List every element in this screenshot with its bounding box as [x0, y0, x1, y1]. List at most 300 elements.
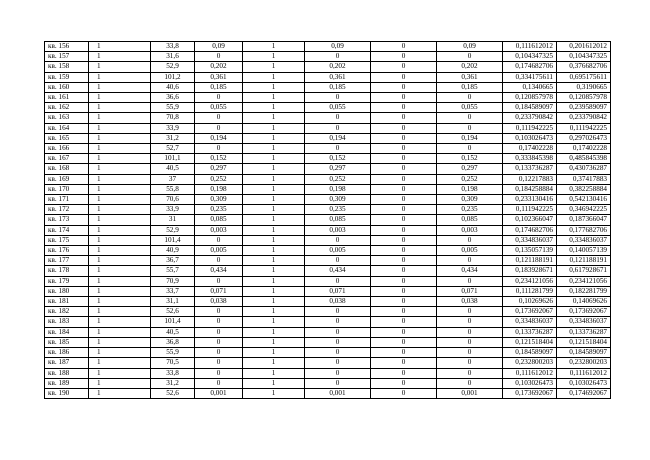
table-cell: 0,382258884 [557, 184, 611, 194]
table-row [45, 348, 611, 358]
table-cell: 0 [305, 327, 371, 337]
table-cell: 0,198 [305, 184, 371, 194]
apartment-label-cell: кв. 171 [45, 195, 89, 205]
table-row [45, 93, 611, 103]
table-cell: 0 [437, 378, 503, 388]
table-cell: 0 [371, 317, 437, 327]
table-cell: 36,8 [151, 337, 195, 347]
table-cell: 0,038 [195, 297, 243, 307]
table-cell: 1 [89, 317, 151, 327]
table-cell: 1 [89, 215, 151, 225]
table-row [45, 113, 611, 123]
table-row [45, 62, 611, 72]
table-cell: 0 [371, 113, 437, 123]
table-cell: 1 [243, 62, 305, 72]
table-cell: 0,071 [437, 286, 503, 296]
table-row [45, 246, 611, 256]
table-cell: 0 [437, 235, 503, 245]
table-cell: 0,104347325 [557, 52, 611, 62]
table-cell: 0,201612012 [557, 42, 611, 52]
apartment-label-cell: кв. 160 [45, 82, 89, 92]
table-cell: 0,173692067 [503, 388, 557, 398]
table-cell: 1 [89, 368, 151, 378]
table-cell: 1 [89, 297, 151, 307]
table-cell: 31,2 [151, 133, 195, 143]
table-cell: 1 [243, 103, 305, 113]
table-cell: 0 [305, 276, 371, 286]
table-cell: 1 [89, 286, 151, 296]
table-cell: 1 [89, 348, 151, 358]
table-cell: 0,430736287 [557, 164, 611, 174]
table-cell: 0,235 [195, 205, 243, 215]
table-cell: 0,111612012 [503, 42, 557, 52]
table-cell: 1 [89, 164, 151, 174]
table-cell: 1 [243, 317, 305, 327]
table-cell: 1 [243, 235, 305, 245]
table-cell: 0,194 [195, 133, 243, 143]
table-cell: 0,309 [195, 195, 243, 205]
table-cell: 33,7 [151, 286, 195, 296]
apartment-label-cell: кв. 178 [45, 266, 89, 276]
table-row [45, 388, 611, 398]
table-cell: 1 [243, 205, 305, 215]
table-cell: 0,152 [195, 154, 243, 164]
table-cell: 0,376682706 [557, 62, 611, 72]
table-row [45, 368, 611, 378]
table-cell: 0,184258884 [503, 184, 557, 194]
table-cell: 33,8 [151, 42, 195, 52]
table-cell: 1 [243, 307, 305, 317]
table-cell: 1 [89, 72, 151, 82]
table-row [45, 42, 611, 52]
table-cell: 0,232800203 [557, 358, 611, 368]
table-cell: 0,309 [305, 195, 371, 205]
table-cell: 0,233130416 [503, 195, 557, 205]
table-cell: 101,4 [151, 235, 195, 245]
table-cell: 1 [89, 123, 151, 133]
table-cell: 0,361 [437, 72, 503, 82]
table-cell: 0,297 [437, 164, 503, 174]
table-cell: 1 [89, 246, 151, 256]
table-cell: 0,297026473 [557, 133, 611, 143]
table-cell: 0,085 [437, 215, 503, 225]
table-cell: 0,361 [305, 72, 371, 82]
apartment-label-cell: кв. 157 [45, 52, 89, 62]
table-cell: 1 [243, 358, 305, 368]
apartment-label-cell: кв. 187 [45, 358, 89, 368]
table-cell: 0,111942225 [557, 123, 611, 133]
table-cell: 0,071 [305, 286, 371, 296]
table-cell: 40,5 [151, 164, 195, 174]
table-cell: 52,9 [151, 62, 195, 72]
table-row [45, 297, 611, 307]
table-cell: 0,055 [437, 103, 503, 113]
table-cell: 55,9 [151, 348, 195, 358]
table-cell: 1 [243, 388, 305, 398]
table-cell: 31,6 [151, 52, 195, 62]
apartment-label-cell: кв. 168 [45, 164, 89, 174]
table-cell: 0,233790842 [557, 113, 611, 123]
apartment-label-cell: кв. 156 [45, 42, 89, 52]
table-cell: 0 [437, 368, 503, 378]
table-cell: 1 [89, 378, 151, 388]
table-cell: 0,194 [437, 133, 503, 143]
table-cell: 0,103026473 [503, 133, 557, 143]
table-cell: 70,8 [151, 113, 195, 123]
table-cell: 0 [371, 195, 437, 205]
table-cell: 0 [195, 378, 243, 388]
table-cell: 0 [195, 337, 243, 347]
table-cell: 0,003 [195, 225, 243, 235]
table-cell: 1 [89, 62, 151, 72]
table-cell: 0,001 [195, 388, 243, 398]
table-cell: 0 [371, 174, 437, 184]
table-cell: 0,185 [305, 82, 371, 92]
table-cell: 0,085 [305, 215, 371, 225]
table-cell: 0,174682706 [503, 62, 557, 72]
table-cell: 1 [243, 42, 305, 52]
apartment-label-cell: кв. 167 [45, 154, 89, 164]
table-cell: 0,297 [195, 164, 243, 174]
table-cell: 0,187366047 [557, 215, 611, 225]
table-cell: 0,038 [437, 297, 503, 307]
table-row [45, 358, 611, 368]
apartment-label-cell: кв. 182 [45, 307, 89, 317]
table-cell: 0,185 [437, 82, 503, 92]
table-row [45, 164, 611, 174]
table-cell: 0 [371, 307, 437, 317]
table-cell: 40,9 [151, 246, 195, 256]
table-row [45, 235, 611, 245]
table-cell: 0,182281799 [557, 286, 611, 296]
table-cell: 0 [371, 266, 437, 276]
table-cell: 0 [305, 123, 371, 133]
table-cell: 0,185 [195, 82, 243, 92]
table-cell: 70,9 [151, 276, 195, 286]
table-cell: 0 [437, 307, 503, 317]
table-row [45, 317, 611, 327]
table-cell: 0,252 [195, 174, 243, 184]
apartment-label-cell: кв. 179 [45, 276, 89, 286]
table-cell: 1 [89, 195, 151, 205]
table-row [45, 103, 611, 113]
table-cell: 0,361 [195, 72, 243, 82]
apartment-label-cell: кв. 170 [45, 184, 89, 194]
table-cell: 1 [89, 144, 151, 154]
table-cell: 1 [89, 327, 151, 337]
table-cell: 1 [243, 368, 305, 378]
table-cell: 0,202 [437, 62, 503, 72]
table-cell: 0 [195, 113, 243, 123]
table-cell: 0,121518404 [503, 337, 557, 347]
table-cell: 0,003 [437, 225, 503, 235]
table-cell: 0 [195, 327, 243, 337]
table-cell: 0,133736287 [503, 327, 557, 337]
table-row [45, 184, 611, 194]
table-cell: 0,434 [195, 266, 243, 276]
table-cell: 0,252 [437, 174, 503, 184]
table-cell: 0,135057139 [503, 246, 557, 256]
table-cell: 0 [371, 42, 437, 52]
apartment-label-cell: кв. 159 [45, 72, 89, 82]
apartment-label-cell: кв. 183 [45, 317, 89, 327]
table-cell: 0 [305, 52, 371, 62]
table-cell: 0 [305, 256, 371, 266]
table-cell: 0,37417883 [557, 174, 611, 184]
table-cell: 0,152 [437, 154, 503, 164]
table-cell: 0,09 [195, 42, 243, 52]
table-cell: 1 [243, 72, 305, 82]
table-cell: 52,7 [151, 144, 195, 154]
table-cell: 0 [437, 144, 503, 154]
table-cell: 0,297 [305, 164, 371, 174]
table-cell: 52,6 [151, 388, 195, 398]
apartment-label-cell: кв. 181 [45, 297, 89, 307]
table-cell: 1 [243, 174, 305, 184]
table-cell: 0,111612012 [503, 368, 557, 378]
table-cell: 0 [195, 93, 243, 103]
table-cell: 0,103026473 [557, 378, 611, 388]
table-cell: 0,309 [437, 195, 503, 205]
table-row [45, 123, 611, 133]
table-cell: 0,184589097 [503, 348, 557, 358]
table-cell: 0,177682706 [557, 225, 611, 235]
apartment-label-cell: кв. 189 [45, 378, 89, 388]
table-row [45, 266, 611, 276]
table-cell: 33,9 [151, 123, 195, 133]
table-row [45, 378, 611, 388]
table-cell: 0,17402228 [557, 144, 611, 154]
table-cell: 1 [243, 378, 305, 388]
table-cell: 0,346942225 [557, 205, 611, 215]
table-cell: 0,174692067 [557, 388, 611, 398]
table-cell: 0 [371, 82, 437, 92]
table-cell: 0 [195, 235, 243, 245]
table-cell: 1 [243, 297, 305, 307]
table-cell: 0,1340665 [503, 82, 557, 92]
table-cell: 0,121188191 [557, 256, 611, 266]
table-cell: 0,334836037 [557, 317, 611, 327]
apartment-label-cell: кв. 163 [45, 113, 89, 123]
table-row [45, 205, 611, 215]
table-cell: 55,7 [151, 266, 195, 276]
table-cell: 0,235 [305, 205, 371, 215]
table-cell: 0 [195, 358, 243, 368]
table-cell: 52,6 [151, 307, 195, 317]
table-cell: 0,071 [195, 286, 243, 296]
table-cell: 0,103026473 [503, 378, 557, 388]
table-cell: 0 [305, 235, 371, 245]
table-cell: 0 [371, 368, 437, 378]
table-cell: 36,7 [151, 256, 195, 266]
table-row [45, 174, 611, 184]
table-cell: 0 [437, 348, 503, 358]
table-cell: 0,102366047 [503, 215, 557, 225]
apartment-label-cell: кв. 172 [45, 205, 89, 215]
table-cell: 0,695175611 [557, 72, 611, 82]
table-cell: 1 [89, 133, 151, 143]
apartment-label-cell: кв. 188 [45, 368, 89, 378]
table-cell: 0 [195, 368, 243, 378]
table-cell: 1 [89, 93, 151, 103]
table-cell: 0,239589097 [557, 103, 611, 113]
table-cell: 0 [371, 133, 437, 143]
table-cell: 0,174682706 [503, 225, 557, 235]
table-cell: 0 [371, 123, 437, 133]
table-row [45, 133, 611, 143]
table-cell: 0 [437, 337, 503, 347]
table-cell: 0 [371, 72, 437, 82]
apartment-label-cell: кв. 185 [45, 337, 89, 347]
apartment-label-cell: кв. 174 [45, 225, 89, 235]
table-cell: 0,111942225 [503, 205, 557, 215]
table-cell: 0 [437, 256, 503, 266]
table-row [45, 154, 611, 164]
table-cell: 0,14069626 [557, 297, 611, 307]
table-cell: 0,194 [305, 133, 371, 143]
table-cell: 0 [437, 358, 503, 368]
table-row [45, 215, 611, 225]
table-cell: 0 [305, 113, 371, 123]
table-cell: 0 [195, 123, 243, 133]
table-cell: 1 [243, 266, 305, 276]
table-cell: 0,184589097 [557, 348, 611, 358]
table-cell: 0 [371, 337, 437, 347]
table-cell: 0 [371, 378, 437, 388]
table-cell: 0,232800203 [503, 358, 557, 368]
table-cell: 1 [243, 52, 305, 62]
table-cell: 0 [371, 205, 437, 215]
table-cell: 0 [371, 184, 437, 194]
table-cell: 1 [89, 235, 151, 245]
table-cell: 0,12217883 [503, 174, 557, 184]
table-cell: 1 [243, 215, 305, 225]
table-cell: 0 [195, 256, 243, 266]
table-cell: 0 [371, 256, 437, 266]
table-cell: 55,8 [151, 184, 195, 194]
table-cell: 0,121518404 [557, 337, 611, 347]
table-cell: 1 [243, 276, 305, 286]
table-cell: 0 [305, 348, 371, 358]
table-cell: 0 [371, 93, 437, 103]
table-cell: 101,1 [151, 154, 195, 164]
table-cell: 0,234121056 [557, 276, 611, 286]
table-cell: 0,09 [305, 42, 371, 52]
table-cell: 1 [243, 286, 305, 296]
table-cell: 55,9 [151, 103, 195, 113]
table-cell: 0 [371, 144, 437, 154]
table-cell: 0,133736287 [503, 164, 557, 174]
table-cell: 0 [371, 235, 437, 245]
table-row [45, 52, 611, 62]
table-row [45, 82, 611, 92]
table-cell: 0,121188191 [503, 256, 557, 266]
table-cell: 0 [371, 225, 437, 235]
table-cell: 0,055 [305, 103, 371, 113]
table-cell: 1 [243, 93, 305, 103]
table-cell: 1 [243, 348, 305, 358]
table-cell: 0 [195, 307, 243, 317]
table-cell: 1 [243, 82, 305, 92]
table-cell: 1 [89, 256, 151, 266]
table-cell: 1 [243, 133, 305, 143]
table-cell: 36,6 [151, 93, 195, 103]
table-cell: 1 [243, 113, 305, 123]
table-cell: 0 [305, 368, 371, 378]
table-cell: 101,4 [151, 317, 195, 327]
table-cell: 0,617928671 [557, 266, 611, 276]
table-cell: 0,3190665 [557, 82, 611, 92]
table-cell: 0,334175611 [503, 72, 557, 82]
table-cell: 0,233790842 [503, 113, 557, 123]
table-cell: 0 [305, 358, 371, 368]
table-cell: 0 [437, 113, 503, 123]
table-cell: 1 [89, 337, 151, 347]
table-cell: 0 [371, 358, 437, 368]
table-row [45, 256, 611, 266]
table-cell: 0,542130416 [557, 195, 611, 205]
table-cell: 31,2 [151, 378, 195, 388]
table-cell: 0,085 [195, 215, 243, 225]
table-cell: 0,001 [305, 388, 371, 398]
table-cell: 1 [89, 103, 151, 113]
table-cell: 70,6 [151, 195, 195, 205]
table-cell: 0,173692067 [503, 307, 557, 317]
table-cell: 0 [371, 103, 437, 113]
table-cell: 0,334836037 [503, 317, 557, 327]
table-cell: 0,038 [305, 297, 371, 307]
table-cell: 0,003 [305, 225, 371, 235]
table-cell: 0,09 [437, 42, 503, 52]
table-cell: 0 [371, 388, 437, 398]
table-cell: 0,005 [195, 246, 243, 256]
table-cell: 0 [437, 52, 503, 62]
table-row [45, 307, 611, 317]
table-cell: 1 [89, 276, 151, 286]
table-cell: 0,120857978 [503, 93, 557, 103]
table-cell: 0,111942225 [503, 123, 557, 133]
table-cell: 0 [371, 327, 437, 337]
table-cell: 0 [195, 348, 243, 358]
table-row [45, 286, 611, 296]
table-cell: 0,434 [305, 266, 371, 276]
table-cell: 40,6 [151, 82, 195, 92]
table-cell: 0,234121056 [503, 276, 557, 286]
apartment-label-cell: кв. 184 [45, 327, 89, 337]
table-cell: 1 [243, 164, 305, 174]
table-row [45, 144, 611, 154]
table-cell: 1 [89, 82, 151, 92]
table-cell: 40,5 [151, 327, 195, 337]
table-cell: 1 [243, 256, 305, 266]
table-cell: 0 [195, 317, 243, 327]
apartment-label-cell: кв. 169 [45, 174, 89, 184]
table-cell: 0,001 [437, 388, 503, 398]
table-cell: 0,485845398 [557, 154, 611, 164]
table-cell: 1 [243, 184, 305, 194]
table-cell: 1 [89, 42, 151, 52]
table-cell: 0,140057139 [557, 246, 611, 256]
table-cell: 1 [243, 337, 305, 347]
table-cell: 33,8 [151, 368, 195, 378]
table-cell: 1 [243, 246, 305, 256]
table-cell: 0,183928671 [503, 266, 557, 276]
table-cell: 0,10269626 [503, 297, 557, 307]
apartment-label-cell: кв. 162 [45, 103, 89, 113]
table-cell: 1 [89, 174, 151, 184]
apartment-label-cell: кв. 177 [45, 256, 89, 266]
apartment-label-cell: кв. 161 [45, 93, 89, 103]
